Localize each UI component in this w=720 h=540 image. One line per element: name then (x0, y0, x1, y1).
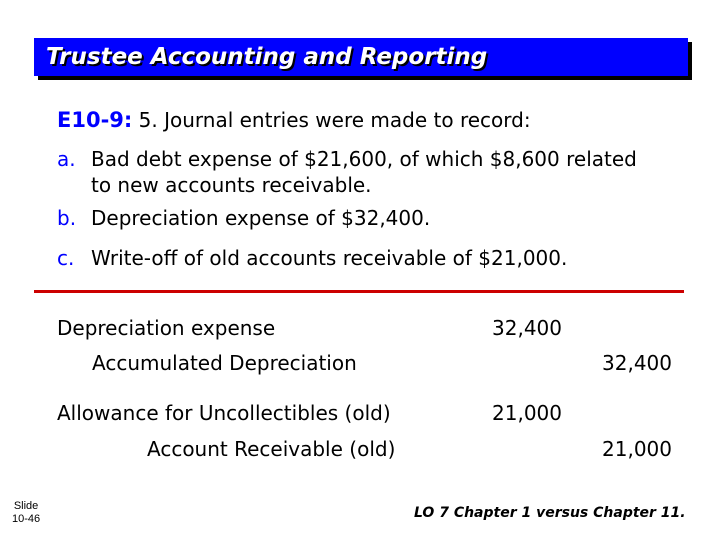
item-letter: a. (57, 147, 76, 171)
problem-label: E10-9: (57, 108, 133, 132)
title-bar (34, 38, 688, 76)
item-text (91, 146, 637, 198)
credit-account-2: Account Receivable (old) (147, 437, 396, 461)
debit-amount-2: 21,000 (492, 401, 562, 425)
item-text-line2: to new accounts receivable. (91, 173, 372, 197)
item-text-line1: Bad debt expense of $21,600, of which $8,600 related (91, 147, 637, 171)
list-item-b (57, 205, 430, 231)
item-letter: b. (57, 206, 77, 230)
learning-objective-footer: LO 7 Chapter 1 versus Chapter 11. (414, 505, 686, 521)
divider (34, 290, 684, 293)
slide-number (12, 500, 40, 526)
list-item-a (57, 146, 637, 198)
list-item-c (57, 245, 567, 271)
debit-account-2: Allowance for Uncollectibles (old) (57, 401, 391, 425)
slide-label: Slide (13, 500, 39, 512)
item-letter: c. (57, 246, 75, 270)
item-text: Depreciation expense of $32,400. (91, 206, 431, 230)
slide-title: Trustee Accounting and Reporting (46, 44, 488, 70)
credit-account-1: Accumulated Depreciation (92, 351, 357, 375)
debit-account-1: Depreciation expense (57, 316, 276, 340)
problem-statement: 5. Journal entries were made to record: (138, 108, 531, 132)
problem-header (57, 108, 531, 132)
item-text: Write-off of old accounts receivable of $21,000. (91, 246, 568, 270)
credit-amount-1: 32,400 (602, 351, 672, 375)
credit-amount-2: 21,000 (602, 437, 672, 461)
debit-amount-1: 32,400 (492, 316, 562, 340)
slide-number-value: 10-46 (12, 513, 41, 525)
